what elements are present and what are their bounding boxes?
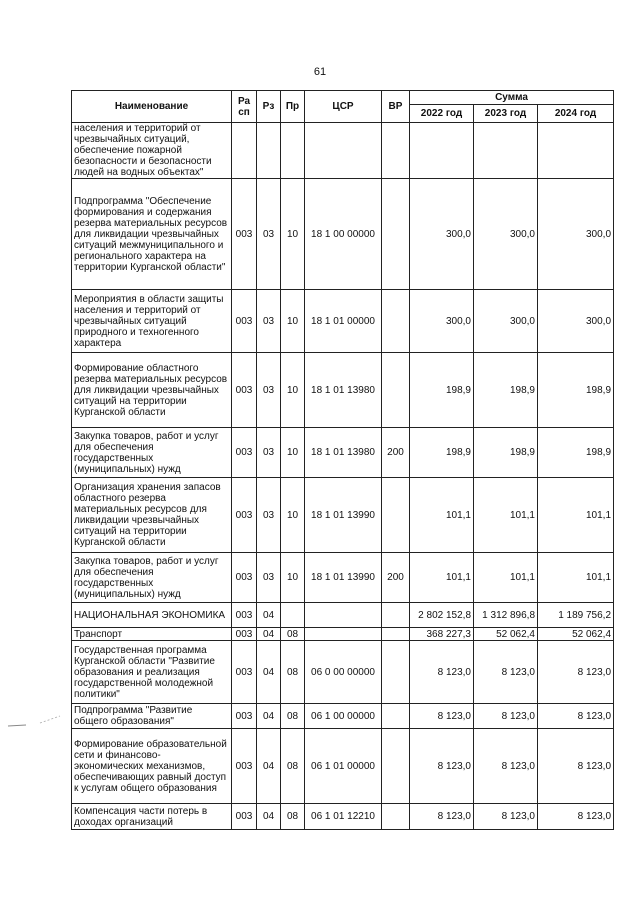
- row-2024: 8 123,0: [538, 704, 614, 729]
- row-rasp: 003: [232, 704, 257, 729]
- row-2022: 101,1: [410, 553, 474, 603]
- row-rasp: 003: [232, 353, 257, 428]
- row-rz: 03: [257, 290, 281, 353]
- table-row: [72, 729, 614, 804]
- header-rz: Рз: [257, 91, 281, 123]
- row-rz: 04: [257, 603, 281, 628]
- row-2023: 8 123,0: [474, 704, 538, 729]
- header-name: Наименование: [72, 91, 232, 123]
- row-2022: 198,9: [410, 428, 474, 478]
- row-name: НАЦИОНАЛЬНАЯ ЭКОНОМИКА: [72, 603, 232, 628]
- row-csr: 06 1 01 00000: [305, 729, 382, 804]
- row-vr: 200: [382, 428, 410, 478]
- row-rasp: 003: [232, 603, 257, 628]
- row-2022: 2 802 152,8: [410, 603, 474, 628]
- row-2022: 198,9: [410, 353, 474, 428]
- table-row: [72, 123, 614, 179]
- row-rz: 03: [257, 179, 281, 290]
- row-2023: 8 123,0: [474, 641, 538, 704]
- row-2022: 300,0: [410, 290, 474, 353]
- row-name: Организация хранения запасов областного резерва материальных ресурсов для ликвидации чрезвычайных ситуаций на территории Курганской области: [72, 478, 232, 553]
- row-name: Компенсация части потерь в доходах организаций: [72, 804, 232, 830]
- row-2024: 8 123,0: [538, 804, 614, 830]
- header-sum: Сумма: [410, 91, 614, 105]
- row-2023: [474, 123, 538, 179]
- table-row: [72, 804, 614, 830]
- row-rasp: 003: [232, 478, 257, 553]
- row-vr: [382, 628, 410, 641]
- row-pr: 10: [281, 553, 305, 603]
- row-2023: 1 312 896,8: [474, 603, 538, 628]
- row-pr: 08: [281, 628, 305, 641]
- row-2022: [410, 123, 474, 179]
- header-2024: 2024 год: [538, 105, 614, 123]
- row-2024: 300,0: [538, 179, 614, 290]
- margin-scribble: [6, 714, 62, 728]
- row-name: Государственная программа Курганской области "Развитие образования и реализация государственной молодежной политики": [72, 641, 232, 704]
- row-rz: 04: [257, 704, 281, 729]
- row-csr: 06 1 01 12210: [305, 804, 382, 830]
- row-rz: 04: [257, 628, 281, 641]
- row-rasp: 003: [232, 804, 257, 830]
- row-rasp: [232, 123, 257, 179]
- row-2023: 198,9: [474, 353, 538, 428]
- row-rz: 03: [257, 353, 281, 428]
- row-rasp: 003: [232, 428, 257, 478]
- row-2022: 8 123,0: [410, 804, 474, 830]
- row-pr: 10: [281, 179, 305, 290]
- row-2024: 8 123,0: [538, 729, 614, 804]
- table-row: [72, 704, 614, 729]
- row-2024: [538, 123, 614, 179]
- row-vr: [382, 729, 410, 804]
- row-2024: 1 189 756,2: [538, 603, 614, 628]
- row-name: населения и территорий от чрезвычайных ситуаций, обеспечение пожарной безопасности и безопасности людей на водных объектах": [72, 123, 232, 179]
- row-name: Транспорт: [72, 628, 232, 641]
- row-rasp: 003: [232, 628, 257, 641]
- row-rasp: 003: [232, 553, 257, 603]
- row-pr: [281, 123, 305, 179]
- row-name: Мероприятия в области защиты населения и территорий от чрезвычайных ситуаций природного и техногенного характера: [72, 290, 232, 353]
- row-2024: 300,0: [538, 290, 614, 353]
- budget-table: [71, 90, 614, 830]
- row-name: Подпрограмма "Обеспечение формирования и содержания резерва материальных ресурсов для ликвидации чрезвычайных ситуаций межмуниципального и регионального характера на территории Курганской области": [72, 179, 232, 290]
- row-rasp: 003: [232, 729, 257, 804]
- row-csr: [305, 123, 382, 179]
- row-rz: 03: [257, 428, 281, 478]
- row-2024: 52 062,4: [538, 628, 614, 641]
- row-2024: 101,1: [538, 478, 614, 553]
- row-2022: 8 123,0: [410, 704, 474, 729]
- row-csr: 18 1 01 00000: [305, 290, 382, 353]
- row-rz: 03: [257, 553, 281, 603]
- header-vr: ВР: [382, 91, 410, 123]
- row-2023: 8 123,0: [474, 729, 538, 804]
- row-2023: 101,1: [474, 553, 538, 603]
- header-rasp: Ра сп: [232, 91, 257, 123]
- header-2022: 2022 год: [410, 105, 474, 123]
- row-rasp: 003: [232, 290, 257, 353]
- table-row: [72, 641, 614, 704]
- row-2022: 8 123,0: [410, 641, 474, 704]
- row-2023: 8 123,0: [474, 804, 538, 830]
- row-2022: 300,0: [410, 179, 474, 290]
- row-name: Формирование образовательной сети и финансово-экономических механизмов, обеспечивающих равный доступ к услугам общего образования: [72, 729, 232, 804]
- row-csr: [305, 628, 382, 641]
- row-2024: 198,9: [538, 428, 614, 478]
- header-csr: ЦСР: [305, 91, 382, 123]
- table-row: [72, 628, 614, 641]
- row-pr: 10: [281, 353, 305, 428]
- row-name: Формирование областного резерва материальных ресурсов для ликвидации чрезвычайных ситуаций на территории Курганской области: [72, 353, 232, 428]
- row-vr: [382, 804, 410, 830]
- row-name: Закупка товаров, работ и услуг для обеспечения государственных (муниципальных) нужд: [72, 553, 232, 603]
- row-2023: 300,0: [474, 179, 538, 290]
- row-csr: 06 0 00 00000: [305, 641, 382, 704]
- row-rz: 04: [257, 729, 281, 804]
- row-pr: 08: [281, 729, 305, 804]
- row-vr: [382, 704, 410, 729]
- row-pr: [281, 603, 305, 628]
- row-2023: 101,1: [474, 478, 538, 553]
- row-rasp: 003: [232, 179, 257, 290]
- row-2022: 368 227,3: [410, 628, 474, 641]
- row-2023: 52 062,4: [474, 628, 538, 641]
- row-rz: 04: [257, 804, 281, 830]
- table-row: [72, 428, 614, 478]
- row-pr: 10: [281, 428, 305, 478]
- row-2024: 198,9: [538, 353, 614, 428]
- row-rz: 03: [257, 478, 281, 553]
- table-row: [72, 179, 614, 290]
- row-vr: [382, 179, 410, 290]
- row-vr: 200: [382, 553, 410, 603]
- table-row: [72, 603, 614, 628]
- row-pr: 08: [281, 641, 305, 704]
- row-pr: 10: [281, 290, 305, 353]
- table-row: [72, 290, 614, 353]
- row-vr: [382, 123, 410, 179]
- header-2023: 2023 год: [474, 105, 538, 123]
- row-2023: 300,0: [474, 290, 538, 353]
- row-2022: 8 123,0: [410, 729, 474, 804]
- header-pr: Пр: [281, 91, 305, 123]
- row-pr: 10: [281, 478, 305, 553]
- row-vr: [382, 353, 410, 428]
- row-vr: [382, 478, 410, 553]
- row-rz: [257, 123, 281, 179]
- row-name: Подпрограмма "Развитие общего образования": [72, 704, 232, 729]
- row-csr: 18 1 00 00000: [305, 179, 382, 290]
- row-2024: 101,1: [538, 553, 614, 603]
- row-pr: 08: [281, 704, 305, 729]
- row-vr: [382, 290, 410, 353]
- row-2023: 198,9: [474, 428, 538, 478]
- row-rasp: 003: [232, 641, 257, 704]
- row-csr: 06 1 00 00000: [305, 704, 382, 729]
- row-csr: 18 1 01 13980: [305, 353, 382, 428]
- table-row: [72, 353, 614, 428]
- row-vr: [382, 641, 410, 704]
- row-csr: 18 1 01 13980: [305, 428, 382, 478]
- row-name: Закупка товаров, работ и услуг для обеспечения государственных (муниципальных) нужд: [72, 428, 232, 478]
- table-row: [72, 478, 614, 553]
- row-vr: [382, 603, 410, 628]
- table-row: [72, 553, 614, 603]
- row-csr: 18 1 01 13990: [305, 553, 382, 603]
- row-csr: 18 1 01 13990: [305, 478, 382, 553]
- row-pr: 08: [281, 804, 305, 830]
- row-2022: 101,1: [410, 478, 474, 553]
- row-rz: 04: [257, 641, 281, 704]
- row-csr: [305, 603, 382, 628]
- page-number: 61: [313, 66, 327, 78]
- row-2024: 8 123,0: [538, 641, 614, 704]
